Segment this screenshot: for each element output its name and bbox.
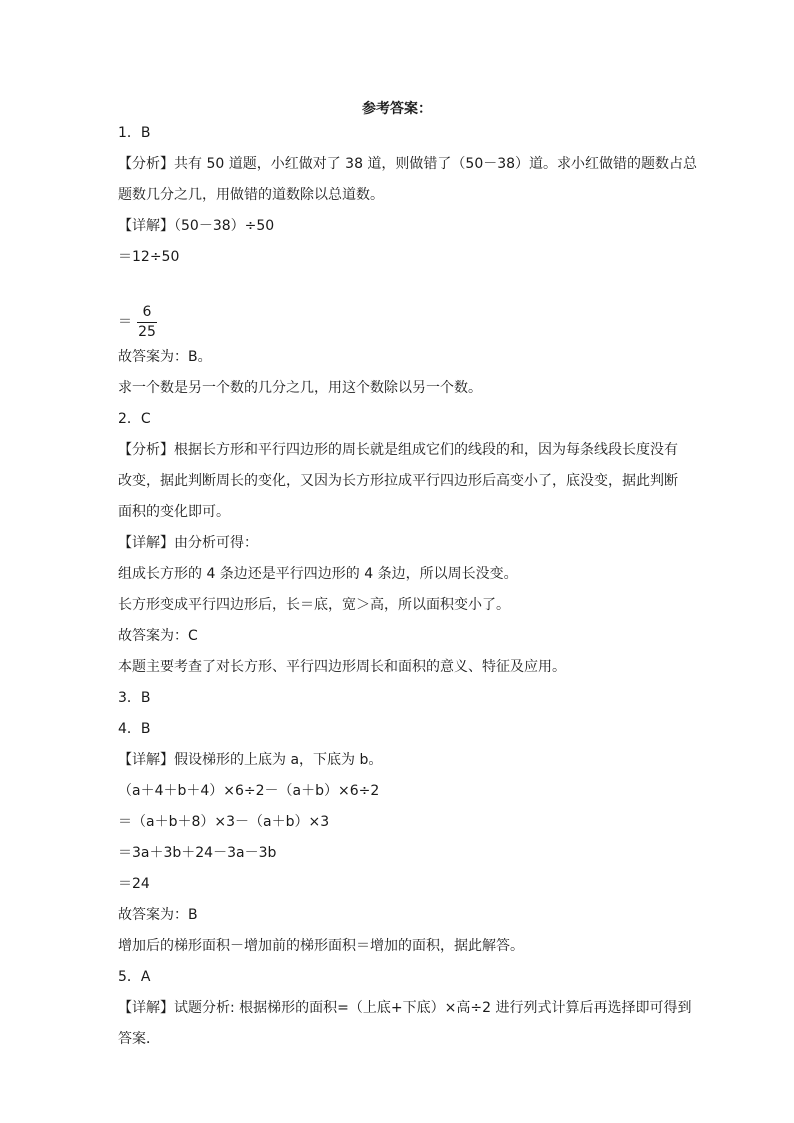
answer-2-detail-2: 长方形变成平行四边形后，长＝底，宽＞高，所以面积变小了。 bbox=[118, 597, 510, 613]
answer-2-analysis-cont: 改变，据此判断周长的变化，又因为长方形拉成平行四边形后高变小了，底没变，据此判断 bbox=[118, 473, 678, 489]
answer-2-heading: 2．C bbox=[118, 411, 151, 427]
answer-2-analysis-end: 面积的变化即可。 bbox=[118, 504, 230, 520]
answer-2-analysis: 【分析】根据长方形和平行四边形的周长就是组成它们的线段的和，因为每条线段长度没有 bbox=[118, 442, 678, 458]
answer-4-heading: 4．B bbox=[118, 721, 151, 737]
answer-1-analysis: 【分析】共有 50 道题，小红做对了 38 道，则做错了（50－38）道。求小红做错的题数占总 bbox=[118, 156, 698, 172]
answer-5-detail-cont: 答案． bbox=[118, 1031, 160, 1047]
answer-1-heading: 1．B bbox=[118, 125, 151, 141]
answer-2-detail-1: 组成长方形的 4 条边还是平行四边形的 4 条边，所以周长没变。 bbox=[118, 566, 518, 582]
answer-3-heading: 3．B bbox=[118, 690, 151, 706]
answer-5-heading: 5．A bbox=[118, 969, 151, 985]
answer-1-detail: 【详解】（50－38）÷50 bbox=[118, 218, 275, 234]
answer-4-step-4: ＝24 bbox=[118, 876, 150, 892]
answer-1-step: ＝12÷50 bbox=[118, 249, 180, 265]
answer-1-analysis-cont: 题数几分之几，用做错的道数除以总道数。 bbox=[118, 187, 384, 203]
answer-4-step-2: ＝（a＋b＋8）×3－（a＋b）×3 bbox=[118, 814, 330, 830]
answer-2-conclusion: 故答案为：C bbox=[118, 628, 198, 644]
answer-1-note: 求一个数是另一个数的几分之几，用这个数除以另一个数。 bbox=[118, 380, 482, 396]
answer-5-detail: 【详解】试题分析: 根据梯形的面积=（上底+下底）×高÷2 进行列式计算后再选择即可得到 bbox=[118, 1000, 692, 1016]
answer-2-note: 本题主要考查了对长方形、平行四边形周长和面积的意义、特征及应用。 bbox=[118, 659, 566, 675]
fraction-equals: ＝ bbox=[118, 314, 132, 330]
answer-4-conclusion: 故答案为：B bbox=[118, 907, 198, 923]
answer-4-step-1: （a＋4＋b＋4）×6÷2－（a＋b）×6÷2 bbox=[118, 783, 380, 799]
answer-2-detail: 【详解】由分析可得： bbox=[118, 535, 258, 551]
answer-4-step-3: ＝3a＋3b＋24－3a－3b bbox=[118, 845, 277, 861]
fraction-bar bbox=[137, 322, 157, 323]
fraction-denominator: 25 bbox=[138, 324, 156, 340]
answer-1-conclusion: 故答案为：B。 bbox=[118, 349, 212, 365]
answer-4-detail: 【详解】假设梯形的上底为 a，下底为 b。 bbox=[118, 752, 383, 768]
fraction-numerator: 6 bbox=[142, 304, 152, 320]
answer-title: 参考答案： bbox=[362, 101, 432, 117]
answer-4-note: 增加后的梯形面积－增加前的梯形面积＝增加的面积，据此解答。 bbox=[118, 938, 524, 954]
